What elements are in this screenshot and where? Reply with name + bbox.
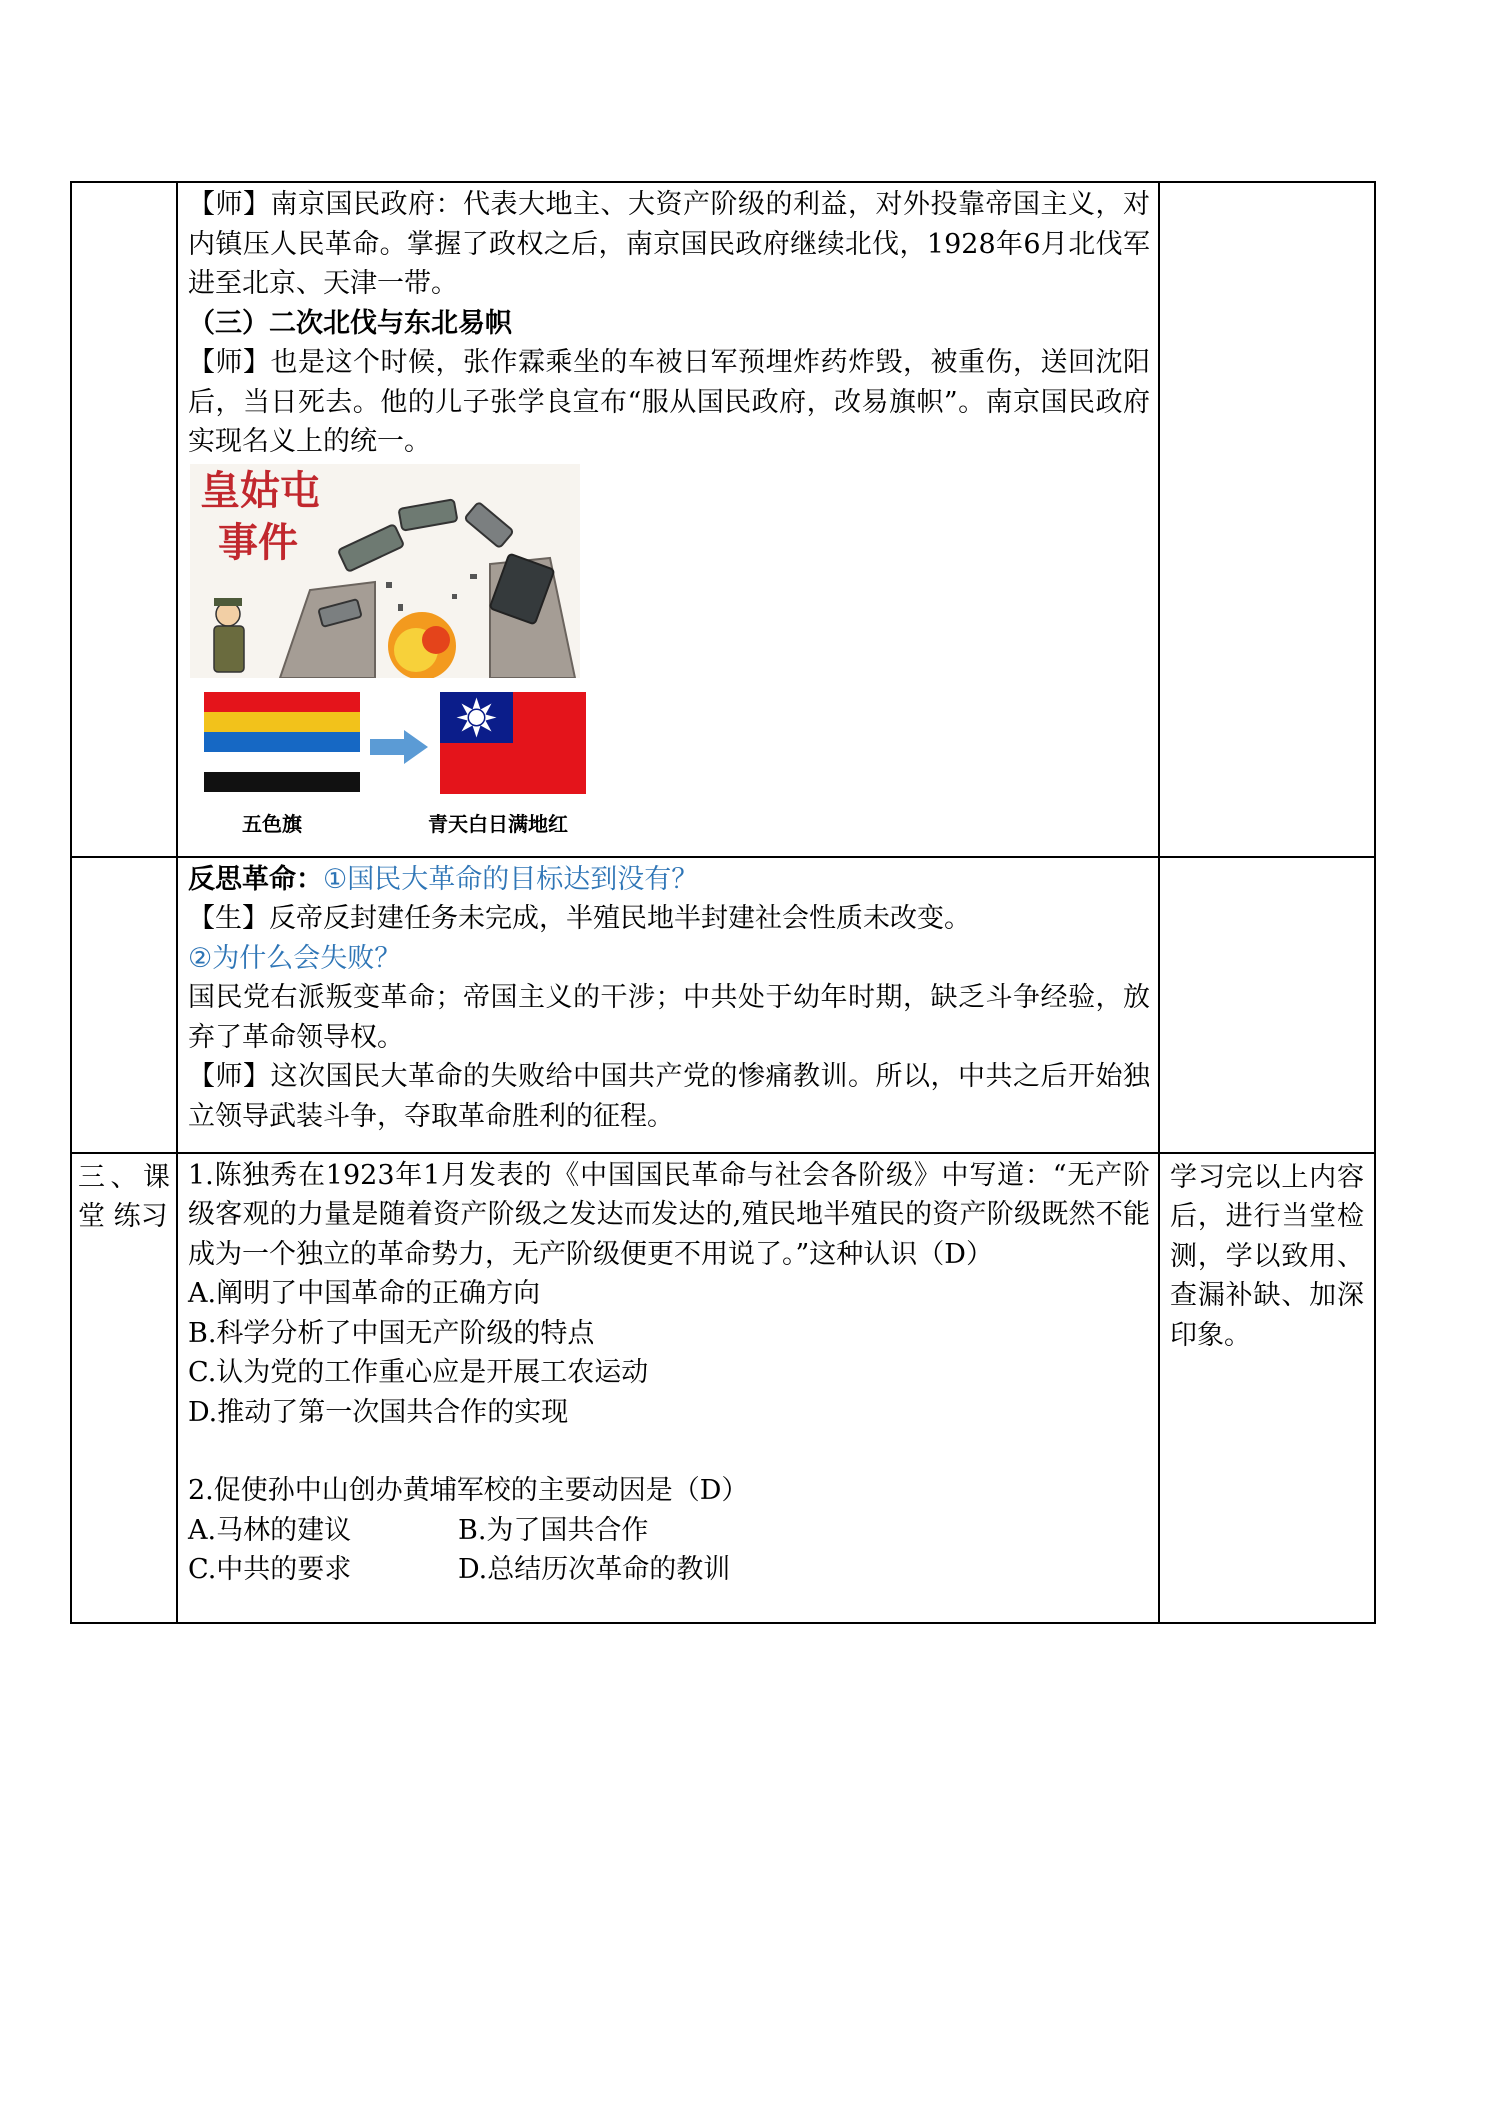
table-row <box>71 1153 1375 1623</box>
huanggutun-incident-illustration <box>190 464 580 678</box>
answer-paragraph: 国民党右派叛变革命；帝国主义的干涉；中共处于幼年时期，缺乏斗争经验，放弃了革命领导权。 <box>188 982 1150 1053</box>
exercise-1-option: B.科学分析了中国无产阶级的特点 <box>188 1317 595 1349</box>
question-2: ②为什么会失败？ <box>188 942 402 974</box>
stage-cell <box>71 1153 177 1623</box>
illustration-title-line2: 事件 <box>218 519 298 566</box>
stage-cell-empty <box>71 857 177 1153</box>
content-cell <box>177 1153 1159 1623</box>
stage-label: 三、课堂 练习 <box>78 1161 170 1232</box>
section-heading: （三）二次北伐与东北易帜 <box>188 307 512 339</box>
flag-change-graphic <box>190 692 580 842</box>
exercise-2-option: B.为了国共合作 <box>458 1514 649 1546</box>
lesson-table <box>70 181 1376 1624</box>
five-color-flag <box>204 692 360 792</box>
reflect-label: 反思革命： <box>188 863 323 895</box>
illustration-title-line1: 皇姑屯 <box>200 467 320 514</box>
flag-left-label: 五色旗 <box>242 811 302 836</box>
student-answer: 【生】反帝反封建任务未完成，半殖民地半封建社会性质未改变。 <box>188 903 971 934</box>
exercise-1-option: A.阐明了中国革命的正确方向 <box>188 1278 541 1309</box>
stage-cell-empty <box>71 182 177 857</box>
exercise-1-option: D.推动了第一次国共合作的实现 <box>188 1396 569 1428</box>
teacher-paragraph: 【师】这次国民大革命的失败给中国共产党的惨痛教训。所以，中共之后开始独立领导武装斗争，夺取革命胜利的征程。 <box>188 1061 1150 1132</box>
exercise-2-option: C.中共的要求 <box>188 1554 352 1585</box>
content-cell <box>177 182 1159 857</box>
table-row <box>71 857 1375 1153</box>
exercise-2-option: D.总结历次革命的教训 <box>458 1554 731 1585</box>
blue-sky-white-sun-flag <box>440 692 586 794</box>
note-cell-empty <box>1159 182 1375 857</box>
exercise-1-stem: 1.陈独秀在1923年1月发表的《中国国民革命与社会各阶级》中写道：“无产阶级客观的力量是随着资产阶级之发达而发达的,殖民地半殖民的资产阶级既然不能成为一个独立的革命势力，无产阶级便更不用说了。”这种认识（D） <box>188 1159 1150 1270</box>
exercise-1-option: C.认为党的工作重心应是开展工农运动 <box>188 1357 649 1388</box>
question-1: ①国民大革命的目标达到没有？ <box>323 863 699 895</box>
note-cell-empty <box>1159 857 1375 1153</box>
exercise-2-stem: 2.促使孙中山创办黄埔军校的主要动因是（D） <box>188 1475 749 1506</box>
table-row <box>71 182 1375 857</box>
content-cell <box>177 857 1159 1153</box>
arrow-right-icon <box>370 730 428 764</box>
flag-right-label: 青天白日满地红 <box>428 811 568 836</box>
teacher-paragraph: 【师】也是这个时候，张作霖乘坐的车被日军预埋炸药炸毁，被重伤，送回沈阳后，当日死去。他的儿子张学良宣布“服从国民政府，改易旗帜”。南京国民政府实现名义上的统一。 <box>188 347 1150 457</box>
note-cell <box>1159 1153 1375 1623</box>
exercise-2-option: A.马林的建议 <box>188 1514 352 1546</box>
teaching-note: 学习完以上内容后，进行当堂检测，学以致用、查漏补缺、加深印象。 <box>1170 1161 1364 1351</box>
teacher-paragraph: 【师】南京国民政府：代表大地主、大资产阶级的利益，对外投靠帝国主义，对内镇压人民革命。掌握了政权之后，南京国民政府继续北伐，1928年6月北伐军进至北京、天津一带。 <box>188 189 1150 299</box>
